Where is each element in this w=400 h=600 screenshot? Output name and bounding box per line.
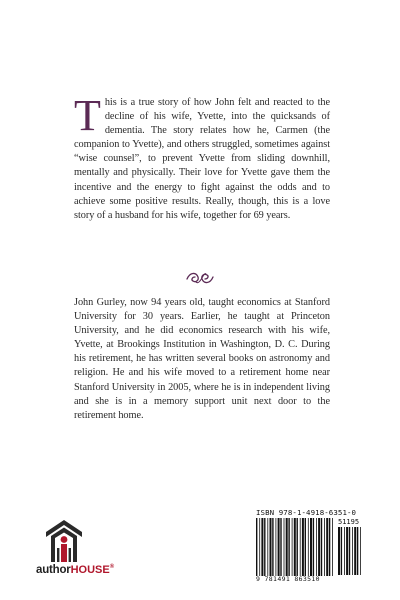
barcode-bar <box>318 518 320 576</box>
barcode-bar <box>360 527 361 575</box>
barcode-bar <box>270 518 272 576</box>
barcode-bar <box>259 518 260 576</box>
barcode-bar <box>308 518 309 576</box>
author-bio: John Gurley, now 94 years old, taught economics at Stanford University for 30 years. Earlier, he taught at Princeton University, and he did economics research with his wife, Yvette, at Brookings Institution in Washington, D. C. During his retirement, he has written several books on astronomy and religion. He and his wife moved to a retirement home near Stanford University in 2005, where he is in independent living and she is in a memory support unit next door to the retirement home. <box>74 297 330 421</box>
barcode-bar <box>310 518 312 576</box>
barcode-bar <box>302 518 304 576</box>
price-barcode-bars <box>338 527 364 575</box>
barcode-bar <box>352 527 353 575</box>
publisher-name <box>36 564 114 576</box>
barcode-bar <box>313 518 314 576</box>
barcode-bar <box>280 518 281 576</box>
publisher-name-author: author <box>36 564 71 576</box>
isbn-barcode <box>252 506 368 586</box>
barcode-bar <box>324 518 325 576</box>
barcode-bar <box>326 518 328 576</box>
ean-barcode-bars <box>256 518 336 576</box>
barcode-bar <box>300 518 301 576</box>
barcode-bar <box>332 518 333 576</box>
publisher-mark <box>36 518 116 588</box>
barcode-bar <box>329 518 330 576</box>
blurb-text: his is a true story of how John felt and reacted to the decline of his wife, Yvette, into the quicksands of dementia. The story relates how he, Carmen (the companion to Yvette), and others struggled, sometimes against “wise counsel”, to prevent Yvette from sliding downhill, mentally and physically. Their love for Yvette gave them the incentive and the energy to fight against the odds and to achieve some positive results. Really, though, this is a love story of a husband for his wife, together for 69 years. <box>74 97 330 221</box>
barcode-bar <box>294 518 296 576</box>
publisher-name-house: HOUSE <box>70 564 110 576</box>
barcode-bar <box>264 518 265 576</box>
barcode-bar <box>321 518 322 576</box>
barcode-bar <box>316 518 317 576</box>
registered-mark: ® <box>109 564 114 571</box>
authorhouse-logo-icon <box>44 518 84 562</box>
flourish-ornament-icon <box>184 268 216 288</box>
barcode-bar <box>357 527 358 575</box>
blurb-paragraph <box>74 91 330 223</box>
price-code: 51195 <box>338 518 360 526</box>
barcode-bar <box>354 527 356 575</box>
drop-cap: T <box>74 91 101 140</box>
barcode-bar <box>256 518 257 576</box>
barcode-bar <box>346 527 348 575</box>
barcode-bar <box>276 518 277 576</box>
isbn-label: ISBN 978-1-4918-6351-0 <box>256 508 357 517</box>
barcode-bar <box>286 518 288 576</box>
barcode-bar <box>338 527 340 575</box>
ean-digits: 9 781491 863510 <box>256 575 320 583</box>
barcode-bar <box>267 518 268 576</box>
barcode-bar <box>292 518 293 576</box>
barcode-bar <box>288 518 289 576</box>
barcode-bar <box>341 527 342 575</box>
barcode-bar <box>349 527 350 575</box>
barcode-bar <box>344 527 345 575</box>
barcode-bar <box>297 518 298 576</box>
barcode-bar <box>261 518 263 576</box>
barcode-bar <box>278 518 280 576</box>
barcode-bar <box>305 518 306 576</box>
barcode-bar <box>284 518 285 576</box>
barcode-bar <box>272 518 273 576</box>
